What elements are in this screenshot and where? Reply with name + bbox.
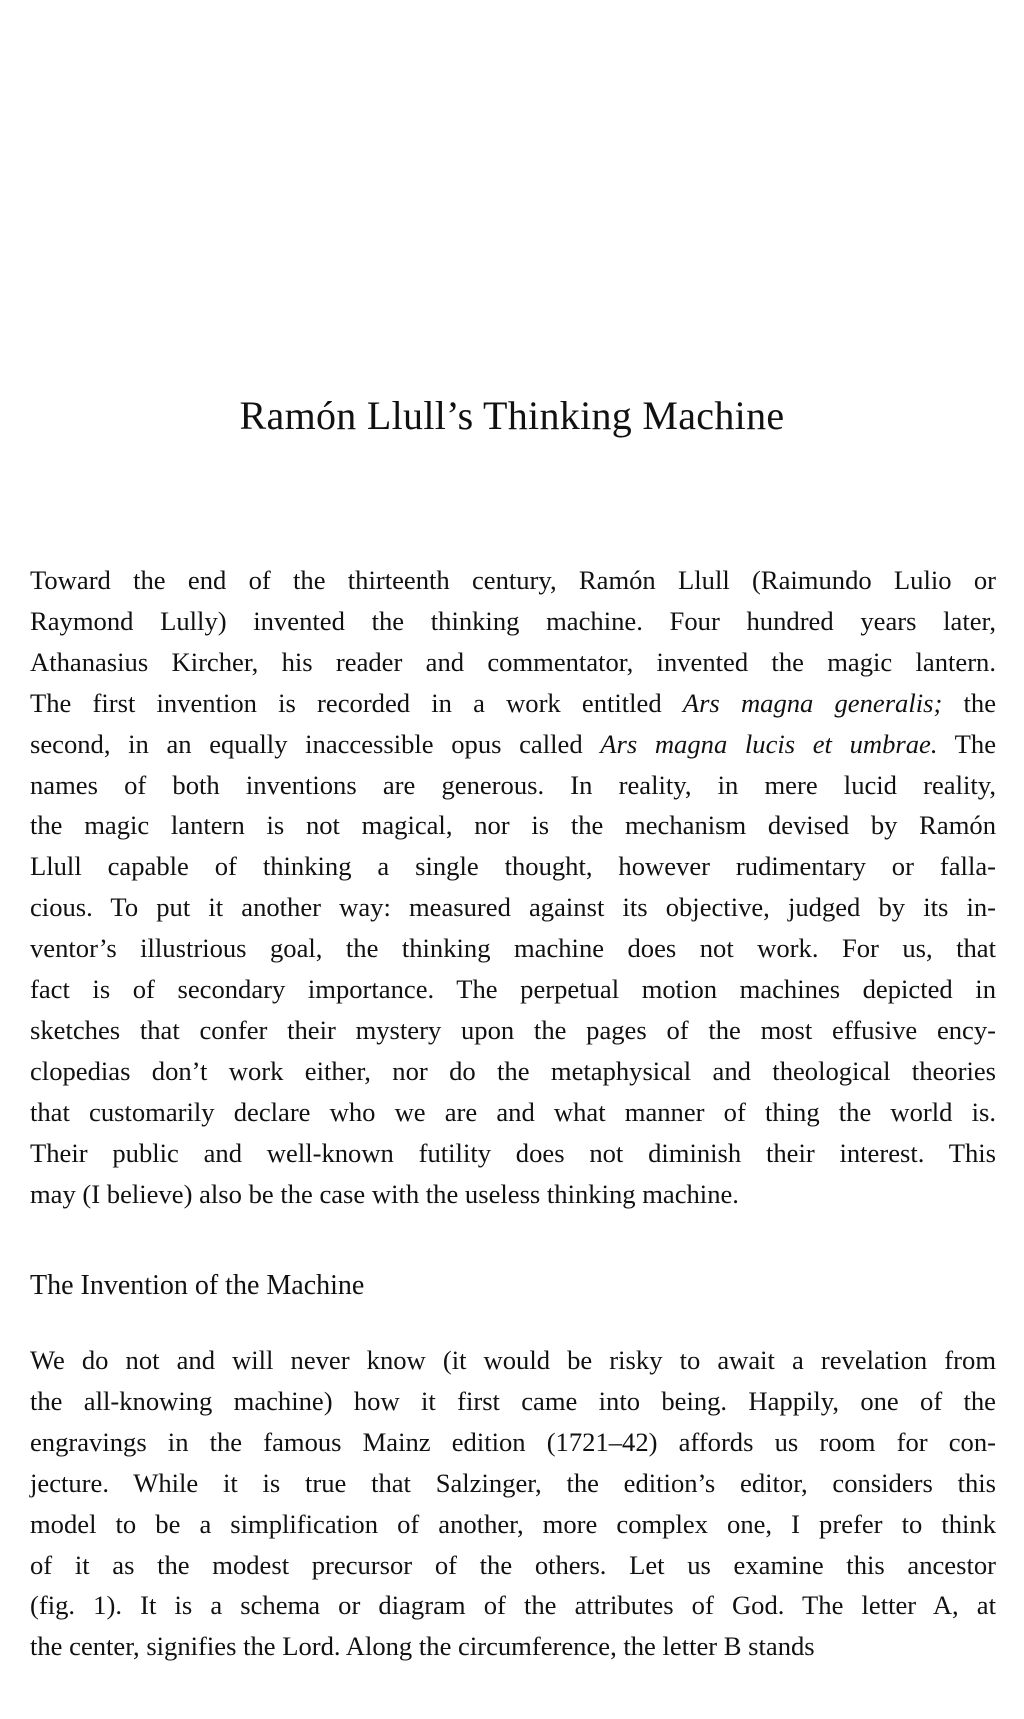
text-run: second, in an equally inaccessible opus called: [30, 728, 601, 759]
section-heading: The Invention of the Machine: [30, 1270, 365, 1301]
text-run: engravings in the famous Mainz edition (1721–42) affords us room for con-: [30, 1426, 996, 1457]
text-run: fact is of secondary importance. The perpetual motion machines depicted in: [30, 974, 996, 1005]
text-line: [30, 1010, 996, 1051]
text-run: the magic lantern is not magical, nor is the mechanism devised by Ramón: [30, 810, 996, 841]
text-line: [30, 1545, 996, 1586]
text-line: [30, 887, 996, 928]
text-run: model to be a simplification of another, more complex one, I prefer to think: [30, 1508, 996, 1539]
text-run: Toward the end of the thirteenth century, Ramón Llull (Raimundo Lulio or: [30, 565, 996, 595]
text-run: may (I believe) also be the case with the useless thinking machine.: [30, 1178, 739, 1209]
text-line: [30, 683, 996, 724]
text-run: Llull capable of thinking a single thought, however rudimentary or falla-: [30, 851, 996, 882]
section-paragraph: [30, 1340, 996, 1667]
intro-paragraph: [30, 560, 996, 1215]
text-line: [30, 928, 996, 969]
text-run: names of both inventions are generous. In reality, in mere lucid reality,: [30, 769, 996, 800]
text-line: [30, 1340, 996, 1381]
text-line: [30, 601, 996, 642]
text-run: Their public and well-known futility does not diminish their interest. This: [30, 1137, 996, 1168]
text-line: [30, 1381, 996, 1422]
text-run: (fig. 1). It is a schema or diagram of the attributes of God. The letter A, at: [30, 1590, 996, 1621]
text-line: [30, 765, 996, 806]
text-line: [30, 1174, 996, 1215]
text-run: The first invention is recorded in a work entitled: [30, 687, 683, 718]
text-line: [30, 846, 996, 887]
text-run: Raymond Lully) invented the thinking machine. Four hundred years later,: [30, 605, 996, 636]
text-run: We do not and will never know (it would be risky to await a revelation from: [30, 1345, 996, 1375]
text-run: the all-knowing machine) how it first came into being. Happily, one of the: [30, 1385, 996, 1416]
text-run: the: [942, 687, 997, 718]
text-run: cious. To put it another way: measured against its objective, judged by its in-: [30, 892, 996, 923]
text-line: [30, 805, 996, 846]
text-run: that customarily declare who we are and what manner of thing the world is.: [30, 1096, 996, 1127]
text-run: ventor’s illustrious goal, the thinking machine does not work. For us, that: [30, 933, 996, 964]
italic-work-title: Ars magna generalis;: [682, 687, 943, 718]
text-line: [30, 642, 996, 683]
italic-work-title: Ars magna lucis et umbrae.: [600, 728, 938, 759]
text-line: [30, 1051, 996, 1092]
text-line: [30, 1504, 996, 1545]
text-line: [30, 1626, 996, 1667]
text-run: clopedias don’t work either, nor do the metaphysical and theological theories: [30, 1055, 996, 1086]
text-line: [30, 1092, 996, 1133]
text-line: [30, 969, 996, 1010]
text-run: the center, signifies the Lord. Along the circumference, the letter B stands: [30, 1631, 815, 1662]
text-line: [30, 1133, 996, 1174]
text-line: [30, 1422, 996, 1463]
text-run: of it as the modest precursor of the others. Let us examine this ancestor: [30, 1549, 996, 1580]
text-run: sketches that confer their mystery upon the pages of the most effusive ency-: [30, 1014, 996, 1045]
text-run: Athanasius Kircher, his reader and commentator, invented the magic lantern.: [30, 646, 996, 677]
text-run: jecture. While it is true that Salzinger, the edition’s editor, considers this: [30, 1467, 996, 1498]
chapter-title: Ramón Llull’s Thinking Machine: [239, 393, 785, 438]
text-run: The: [937, 728, 997, 759]
text-line: [30, 560, 996, 601]
text-line: [30, 724, 996, 765]
text-line: [30, 1585, 996, 1626]
text-line: [30, 1463, 996, 1504]
